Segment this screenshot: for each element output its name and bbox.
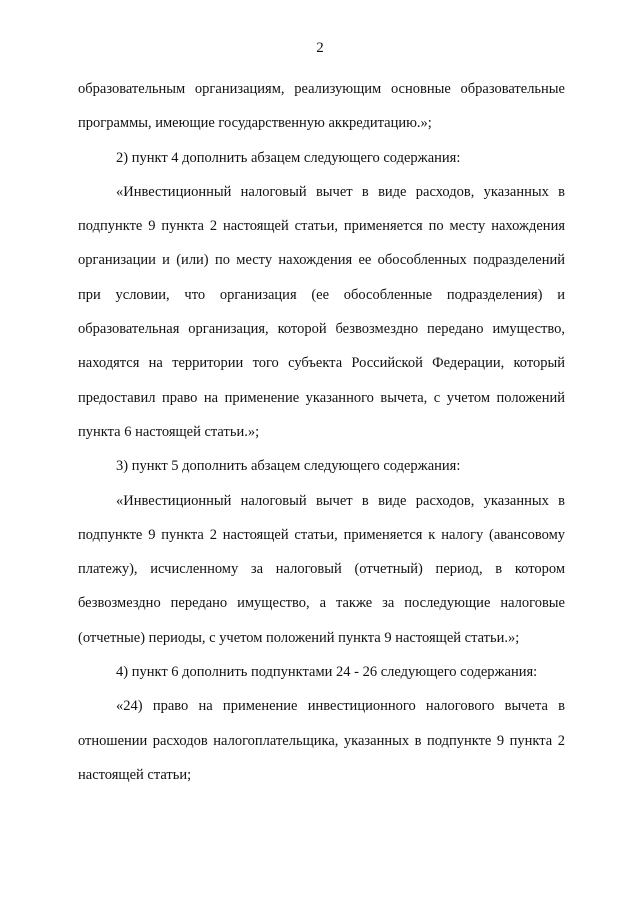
- paragraph-item-3: 3) пункт 5 дополнить абзацем следующего содержания:: [116, 458, 461, 475]
- page-number: 2: [316, 40, 324, 56]
- paragraph-item-4: 4) пункт 6 дополнить подпунктами 24 - 26 следующего содержания:: [116, 664, 538, 681]
- paragraph-item-2: 2) пункт 4 дополнить абзацем следующего содержания:: [116, 149, 461, 166]
- paragraph-item-4-subitem-24: «24) право на применение инвестиционного налогового вычета в отношении расходов налогоплательщика, указанных в подпункте 9 пункта 2 настоящей статьи;: [78, 698, 565, 783]
- paragraph-item-3-quote: «Инвестиционный налоговый вычет в виде расходов, указанных в подпункте 9 пункта 2 настоящей статьи, применяется к налогу (авансовому платежу), исчисленному за налоговый (отчетный) период, в котором безвозмездно передано имущество, а также за последующие налоговые (отчетные) периоды, с учетом положений пункта 9 настоящей статьи.»;: [78, 492, 565, 646]
- document-body: [78, 72, 565, 792]
- paragraph-continuation: образовательным организациям, реализующим основные образовательные программы, имеющие государственную аккредитацию.»;: [78, 81, 565, 132]
- paragraph-item-2-quote: «Инвестиционный налоговый вычет в виде расходов, указанных в подпункте 9 пункта 2 настоящей статьи, применяется по месту нахождения организации и (или) по месту нахождения ее обособленных подразделений при условии, что организация (ее обособленные подразделения) и образовательная организация, которой безвозмездно передано имущество, находятся на территории того субъекта Российской Федерации, который предоставил право на применение указанного вычета, с учетом положений пункта 6 настоящей статьи.»;: [78, 183, 565, 440]
